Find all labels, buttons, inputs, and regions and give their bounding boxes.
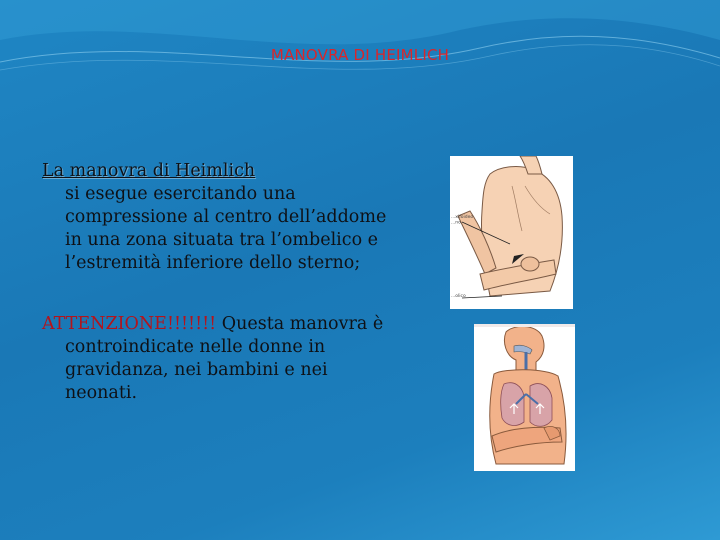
heimlich-position-illustration [450,156,573,309]
slide-body [42,160,392,405]
figure-label-top: ...xifoideo ...no [451,215,474,226]
warning-text: Questa manovra è controindicate nelle donne in gravidanza, nei bambini e nei neonati. [65,314,384,403]
respiratory-anatomy-illustration [474,324,575,471]
slide-title: MANOVRA DI HEIMLICH [270,46,450,64]
decorative-wave [0,0,720,90]
warning-label: ATTENZIONE!!!!!!! [42,314,217,334]
figure-label-bottom: ...olico [451,294,466,299]
body-heading: La manovra di Heimlich [42,161,256,181]
body-description: si esegue esercitando una compressione al centro dell’addome in una zona situata tra l’ombelico e l’estremità inferiore dello sterno; [65,184,387,273]
